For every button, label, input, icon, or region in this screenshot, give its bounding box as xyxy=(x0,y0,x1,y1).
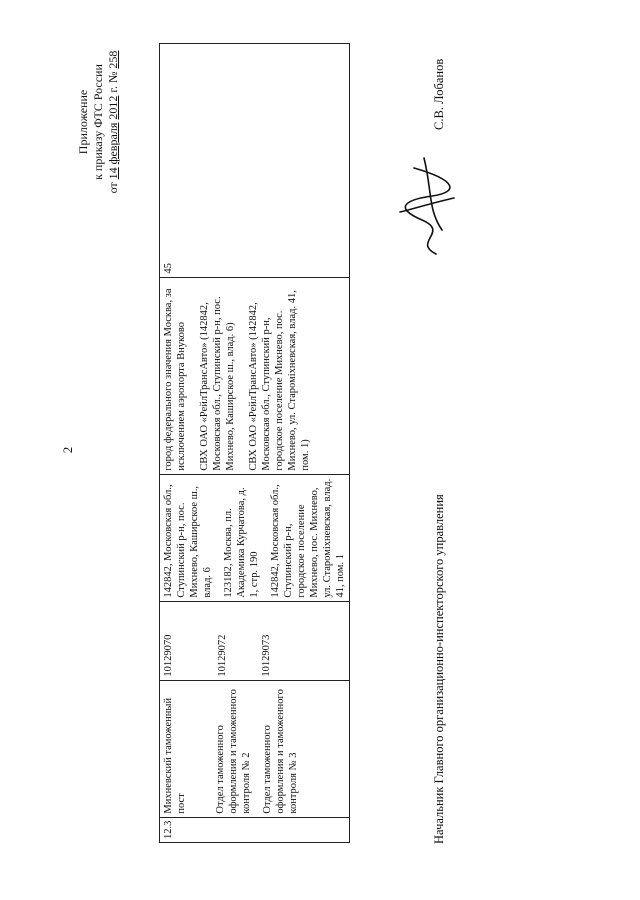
approval-month: февраля xyxy=(106,122,120,165)
post-name: Михневский таможенный пост xyxy=(163,697,187,814)
signatory-title: Начальник Главного организационно-инспекторского управления xyxy=(432,494,446,844)
dept3-code: 10129073 xyxy=(261,634,272,677)
codes-cell xyxy=(160,601,350,680)
handwritten-signature xyxy=(392,150,462,260)
table-row xyxy=(160,44,350,843)
approval-line-3 xyxy=(106,32,121,212)
post-code: 10129070 xyxy=(163,634,174,677)
dept2-code: 10129072 xyxy=(217,634,228,677)
page-number: 2 xyxy=(60,446,75,454)
svh-2: СВХ ОАО «РейлТрансАвто» (142842, Московская обл., Ступинский р-н, городское поселение Михнево, пос. Михнево, ул. Староміхневская, влад. 41, пом. 1) xyxy=(248,290,311,471)
last-column-cell: 45 xyxy=(160,44,350,278)
approval-year-suffix: г. xyxy=(106,86,120,93)
customs-table xyxy=(159,43,350,843)
approval-line-1: Приложение xyxy=(76,89,90,155)
addresses-cell xyxy=(160,474,350,601)
dept3-address: 142842, Московская обл., Ступинский р-н, городское поселение Михнево, пос. Михнево, ул. Староміхневская, влад. 41, пом. 1 xyxy=(270,478,346,598)
approval-day: 14 xyxy=(106,167,120,180)
dept2-address: 123182, Москва, пл. Академика Курчатова, д. 1, стр. 190 xyxy=(223,487,260,598)
region-svh-cell xyxy=(160,277,350,474)
approval-number: 258 xyxy=(106,50,120,69)
post-address: 142842, Московская обл., Ступинский р-н, пос. Михнево, Каширское ш., влад. 6 xyxy=(163,484,213,598)
approval-year: 2012 xyxy=(106,95,120,120)
row-number: 12.3 xyxy=(160,817,350,842)
svh-1: СВХ ОАО «РейлТрансАвто» (142842, Московская обл., Ступинский р-н, пос. Михнево, Каширское ш., влад. 6) xyxy=(199,296,236,471)
dept2-name: Отдел таможенного оформления и таможенного контроля № 2 xyxy=(215,689,252,814)
dept3-name: Отдел таможенного оформления и таможенного контроля № 3 xyxy=(262,689,299,814)
region-text: город федерального значения Москва, за исключением аэропорта Внуково xyxy=(163,288,187,471)
names-cell xyxy=(160,680,350,817)
approval-line-2: к приказу ФТС России xyxy=(91,64,105,180)
approval-number-sign: № xyxy=(106,71,120,84)
approval-prefix: от xyxy=(106,182,120,194)
signatory-name: С.В. Лобанов xyxy=(432,58,446,130)
approval-stamp xyxy=(76,32,121,212)
